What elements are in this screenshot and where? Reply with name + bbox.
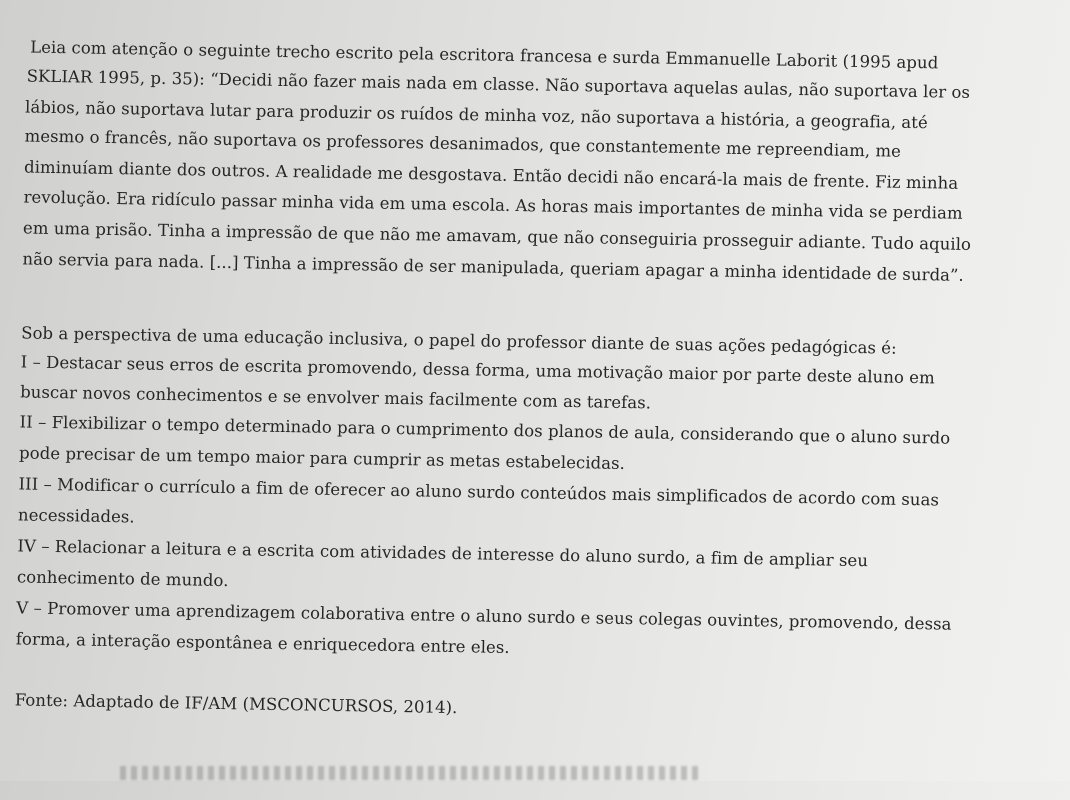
passage-line: revolução. Era ridículo passar minha vida em uma escola. As horas mais importantes de minha vida se perdiam — [23, 187, 963, 223]
question-item-line: conhecimento de mundo. — [16, 567, 229, 591]
passage-line: lábios, não suportava lutar para produzir os ruídos de minha voz, não suportava a história, a geografia, até — [24, 97, 928, 133]
question-item-line: III – Modificar o currículo a fim de oferecer ao aluno surdo conteúdos mais simplificados de acordo com suas — [18, 474, 940, 510]
passage-line: em uma prisão. Tinha a impressão de que não me amavam, que não conseguiria prosseguir adiante. Tudo aquilo — [22, 218, 972, 254]
passage-line: mesmo o francês, não suportava os professores desanimados, que constantemente me repreendiam, me — [24, 126, 902, 161]
cut-off-text-fragment — [120, 766, 700, 780]
source-citation: Fonte: Adaptado de IF/AM (MSCONCURSOS, 2014). — [14, 690, 458, 718]
question-item-line: IV – Relacionar a leitura e a escrita com atividades de interesse do aluno surdo, a fim de ampliar seu — [17, 536, 869, 571]
passage-line: diminuíam diante dos outros. A realidade me desgostava. Então decidi não encará-la mais de frente. Fiz minha — [23, 157, 959, 193]
question-item-line: necessidades. — [17, 505, 135, 527]
question-item-line: forma, a interação espontânea e enriquecedora entre eles. — [15, 629, 510, 657]
passage-line: Leia com atenção o seguinte trecho escrito pela escritora francesa e surda Emmanuelle Laborit (1995 apud — [30, 37, 939, 73]
passage — [0, 0, 1070, 285]
passage-line: SKLIAR 1995, p. 35): “Decidi não fazer mais nada em classe. Não suportava aquelas aulas, não suportava ler os — [26, 66, 971, 102]
question-item-line: buscar novos conhecimentos e se envolver mais facilmente com as tarefas. — [19, 382, 652, 413]
question-prompt: Sob a perspectiva de uma educação inclusiva, o papel do professor diante de suas ações pedagógicas é: — [21, 323, 897, 358]
passage-line: não servia para nada. [...] Tinha a impressão de ser manipulada, queriam apagar a minha identidade de surda”. — [22, 249, 964, 285]
question-item-line: pode precisar de um tempo maior para cumprir as metas estabelecidas. — [18, 443, 626, 473]
question-item-line: II – Flexibilizar o tempo determinado para o cumprimento dos planos de aula, considerando que o aluno surdo — [19, 412, 951, 448]
question-item-line: I – Destacar seus erros de escrita promovendo, dessa forma, uma motivação maior por parte deste aluno em — [20, 352, 935, 388]
question-item-line: V – Promover uma aprendizagem colaborativa entre o aluno surdo e seus colegas ouvintes, promovendo, dessa — [16, 598, 952, 634]
